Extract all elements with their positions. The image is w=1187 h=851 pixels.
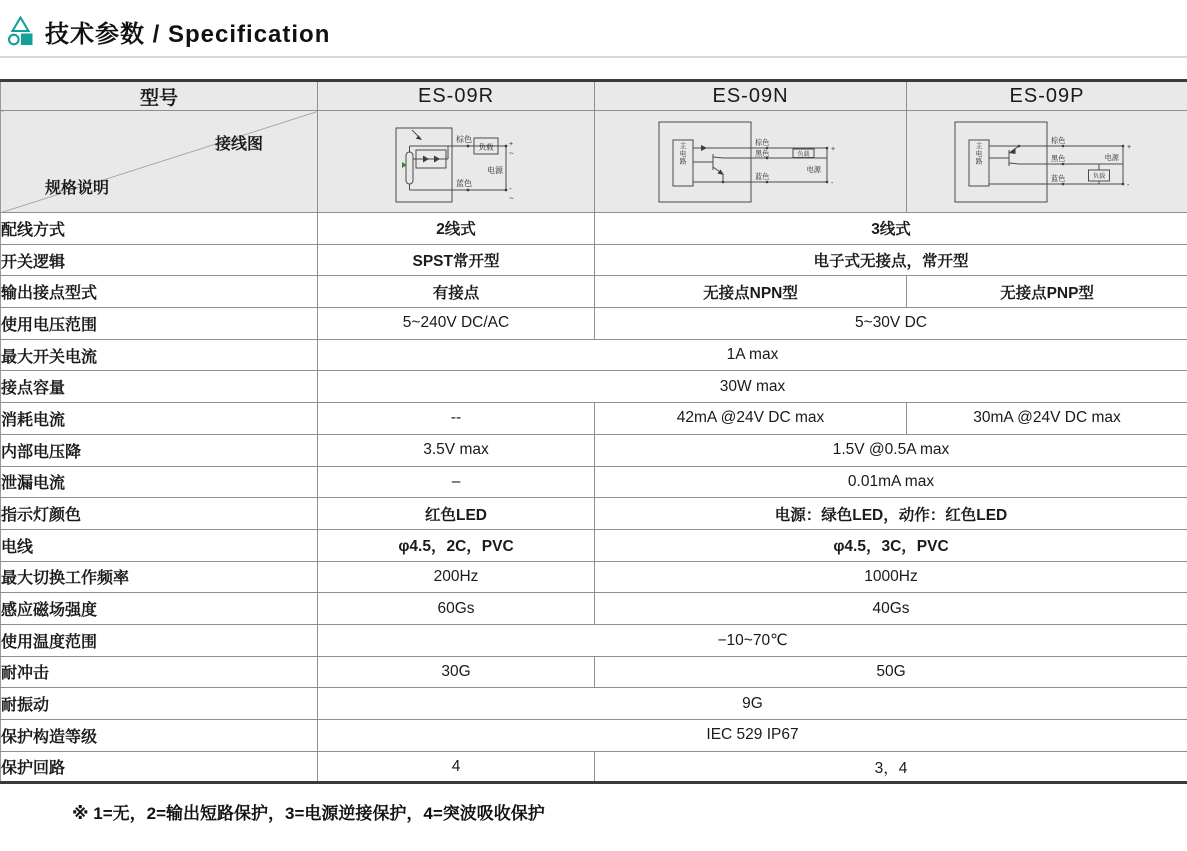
value-es09r: 200Hz xyxy=(318,561,595,593)
load-label: 负载 xyxy=(1092,172,1106,180)
minus-mark: - xyxy=(830,179,833,187)
value-es09n-es09p: 50G xyxy=(595,656,1187,688)
value-all-models: IEC 529 IP67 xyxy=(318,720,1187,752)
table-row xyxy=(1,244,1187,276)
table-row xyxy=(1,751,1187,783)
value-all-models: 30W max xyxy=(318,371,1187,403)
protection-circuit-footnote: ※ 1=无，2=输出短路保护，3=电源逆接保护，4=突波吸收保护 xyxy=(72,804,545,824)
corner-label-spec: 规格说明 xyxy=(45,180,110,197)
minus-mark: - xyxy=(1127,181,1130,189)
value-es09r: 有接点 xyxy=(318,276,595,308)
wire-label-blue: 蓝色 xyxy=(456,178,472,188)
wire-label-black: 黑色 xyxy=(754,148,769,158)
table-row xyxy=(1,403,1187,435)
value-es09r: φ4.5，2C，PVC xyxy=(318,529,595,561)
row-label: 使用温度范围 xyxy=(1,633,98,651)
value-es09r: SPST常开型 xyxy=(318,244,595,276)
value-es09n-es09p: φ4.5，3C，PVC xyxy=(595,529,1187,561)
row-label: 输出接点型式 xyxy=(1,285,98,303)
value-es09n-es09p: 3，4 xyxy=(595,751,1187,783)
plus-mark: + xyxy=(1127,143,1132,151)
wire-label-blue: 蓝色 xyxy=(1051,173,1066,183)
power-label: 电源 xyxy=(487,165,503,175)
wire-label-brown: 棕色 xyxy=(754,137,769,147)
value-es09r: 3.5V max xyxy=(318,434,595,466)
wire-label-blue: 蓝色 xyxy=(754,171,769,181)
value-es09n-es09p: 5~30V DC xyxy=(595,308,1187,340)
table-row xyxy=(1,529,1187,561)
table-row xyxy=(1,561,1187,593)
table-row xyxy=(1,466,1187,498)
value-es09n-es09p: 1000Hz xyxy=(595,561,1187,593)
value-es09p: 无接点PNP型 xyxy=(907,276,1187,308)
title-divider xyxy=(0,56,1187,58)
wiring-diagram-es09p xyxy=(907,111,1187,213)
wiring-diagram-es09r xyxy=(318,111,595,213)
value-es09n-es09p: 电子式无接点，常开型 xyxy=(595,244,1187,276)
table-row xyxy=(1,434,1187,466)
value-all-models: −10~70℃ xyxy=(318,624,1187,656)
value-all-models: 1A max xyxy=(318,339,1187,371)
value-es09n-es09p: 电源：绿色LED，动作：红色LED xyxy=(595,498,1187,530)
value-es09n-es09p: 1.5V @0.5A max xyxy=(595,434,1187,466)
npn-output-diagram xyxy=(651,112,851,212)
wire-label-brown: 棕色 xyxy=(1051,135,1066,145)
load-label: 负载 xyxy=(478,142,494,151)
row-label: 使用电压范围 xyxy=(1,316,98,334)
value-all-models: 9G xyxy=(318,688,1187,720)
ac-mark-bottom: ~ xyxy=(509,193,514,203)
load-label: 负载 xyxy=(796,151,810,158)
row-label: 电线 xyxy=(1,538,34,556)
power-label: 电源 xyxy=(806,164,821,174)
wire-label-brown: 棕色 xyxy=(456,134,472,144)
value-es09p: 30mA @24V DC max xyxy=(907,403,1187,435)
table-row xyxy=(1,371,1187,403)
table-row xyxy=(1,308,1187,340)
header-model-es09p: ES-09P xyxy=(907,81,1187,111)
header-model-es09n: ES-09N xyxy=(595,81,907,111)
table-row xyxy=(1,276,1187,308)
row-label: 配线方式 xyxy=(1,221,66,239)
value-es09r: 30G xyxy=(318,656,595,688)
row-label: 耐冲击 xyxy=(1,665,50,683)
table-row xyxy=(1,498,1187,530)
table-header-row xyxy=(1,81,1187,111)
table-row xyxy=(1,720,1187,752)
main-circuit-label: 主电路 xyxy=(975,142,983,166)
row-label: 保护回路 xyxy=(1,760,66,778)
plus-mark: + xyxy=(509,140,514,148)
value-es09r: 60Gs xyxy=(318,593,595,625)
plus-mark: + xyxy=(830,145,835,153)
table-row xyxy=(1,213,1187,245)
value-es09n-es09p: 0.01mA max xyxy=(595,466,1187,498)
value-es09n-es09p: 3线式 xyxy=(595,213,1187,245)
row-label: 泄漏电流 xyxy=(1,475,66,493)
specification-table xyxy=(0,79,1187,784)
row-label: 指示灯颜色 xyxy=(1,507,82,525)
power-label: 电源 xyxy=(1104,152,1119,162)
row-label: 感应磁场强度 xyxy=(1,602,98,620)
minus-mark: - xyxy=(509,183,512,193)
value-es09r: -- xyxy=(318,403,595,435)
wire-label-black: 黑色 xyxy=(1051,153,1066,163)
pnp-output-diagram xyxy=(947,112,1147,212)
row-label: 最大切换工作频率 xyxy=(1,570,130,588)
value-es09n: 无接点NPN型 xyxy=(595,276,907,308)
table-row xyxy=(1,339,1187,371)
row-label: 消耗电流 xyxy=(1,411,66,429)
value-es09n: 42mA @24V DC max xyxy=(595,403,907,435)
corner-label-wiring: 接线图 xyxy=(214,136,263,153)
row-label: 保护构造等级 xyxy=(1,728,98,746)
ac-mark-top: ~ xyxy=(509,148,514,158)
table-row xyxy=(1,593,1187,625)
page-header xyxy=(0,0,1187,47)
diagonal-corner-cell xyxy=(1,111,318,213)
reed-switch-diagram xyxy=(390,112,522,212)
value-es09r: 4 xyxy=(318,751,595,783)
header-model-es09r: ES-09R xyxy=(318,81,595,111)
main-circuit-label: 主电路 xyxy=(679,142,686,166)
row-label: 最大开关电流 xyxy=(1,348,98,366)
header-model-label: 型号 xyxy=(139,87,178,109)
section-marker-icon xyxy=(7,16,34,47)
page-title: 技术参数 / Specification xyxy=(45,20,331,48)
value-es09r: – xyxy=(318,466,595,498)
value-es09r: 红色LED xyxy=(318,498,595,530)
row-label: 耐振动 xyxy=(1,697,50,715)
table-row xyxy=(1,688,1187,720)
table-row xyxy=(1,656,1187,688)
row-label: 开关逻辑 xyxy=(1,253,66,271)
value-es09n-es09p: 40Gs xyxy=(595,593,1187,625)
wiring-diagram-es09n xyxy=(595,111,907,213)
value-es09r: 2线式 xyxy=(318,213,595,245)
value-es09r: 5~240V DC/AC xyxy=(318,308,595,340)
row-label: 内部电压降 xyxy=(1,443,82,461)
row-label: 接点容量 xyxy=(1,380,66,398)
table-row xyxy=(1,624,1187,656)
wiring-diagram-row xyxy=(1,111,1187,213)
